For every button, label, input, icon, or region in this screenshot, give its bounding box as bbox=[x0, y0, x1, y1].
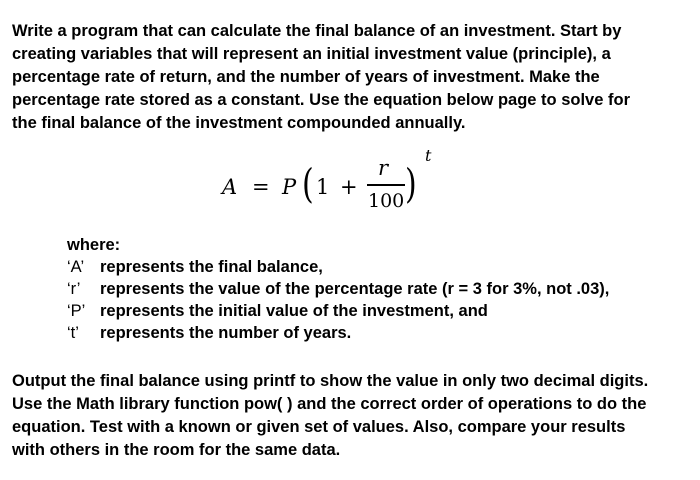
definition-text: represents the number of years. bbox=[100, 324, 352, 342]
intro-line: the final balance of the investment compounded annually. bbox=[12, 114, 466, 132]
outro-line: equation. Test with a known or given set of values. Also, compare your results bbox=[12, 418, 626, 436]
intro-line: creating variables that will represent an initial investment value (principle), a bbox=[12, 45, 611, 63]
equation-equals: = bbox=[252, 175, 270, 199]
definition-row bbox=[67, 322, 687, 344]
intro-line: percentage rate stored as a constant. Use the equation below page to solve for bbox=[12, 91, 630, 109]
definition-text: represents the initial value of the investment, and bbox=[100, 302, 488, 320]
definition-variable: ‘r’ bbox=[67, 280, 81, 298]
definition-variable: ‘P’ bbox=[67, 302, 86, 320]
compound-interest-equation bbox=[222, 146, 462, 230]
equation-numerator: r bbox=[378, 156, 389, 180]
intro-line: Write a program that can calculate the final balance of an investment. Start by bbox=[12, 22, 622, 40]
outro-line: with others in the room for the same data. bbox=[12, 441, 341, 459]
equation-one: 1 bbox=[316, 175, 330, 199]
definition-variable: ‘t’ bbox=[67, 324, 79, 342]
equation-exponent: t bbox=[425, 146, 432, 165]
definition-row bbox=[67, 256, 687, 278]
where-heading: where: bbox=[67, 236, 121, 254]
outro-line: Output the final balance using printf to show the value in only two decimal digits. bbox=[12, 372, 649, 390]
output-instructions bbox=[12, 370, 696, 462]
definition-row bbox=[67, 300, 687, 322]
fraction-bar bbox=[367, 184, 405, 186]
equation-open-paren: ( bbox=[302, 161, 314, 209]
equation-close-paren: ) bbox=[405, 161, 417, 209]
definition-text: represents the value of the percentage rate (r = 3 for 3%, not .03), bbox=[100, 280, 610, 298]
equation-plus: + bbox=[340, 175, 358, 199]
equation-lhs: A bbox=[222, 175, 238, 199]
definition-text: represents the final balance, bbox=[100, 258, 323, 276]
outro-line: Use the Math library function pow( ) and the correct order of operations to do the bbox=[12, 395, 647, 413]
variable-definitions bbox=[67, 234, 687, 344]
definition-variable: ‘A’ bbox=[67, 258, 85, 276]
equation-principal: P bbox=[282, 175, 297, 199]
definition-row bbox=[67, 278, 687, 300]
intro-line: percentage rate of return, and the number of years of investment. Make the bbox=[12, 68, 600, 86]
intro-paragraph bbox=[12, 20, 692, 135]
equation-denominator: 100 bbox=[368, 190, 405, 212]
